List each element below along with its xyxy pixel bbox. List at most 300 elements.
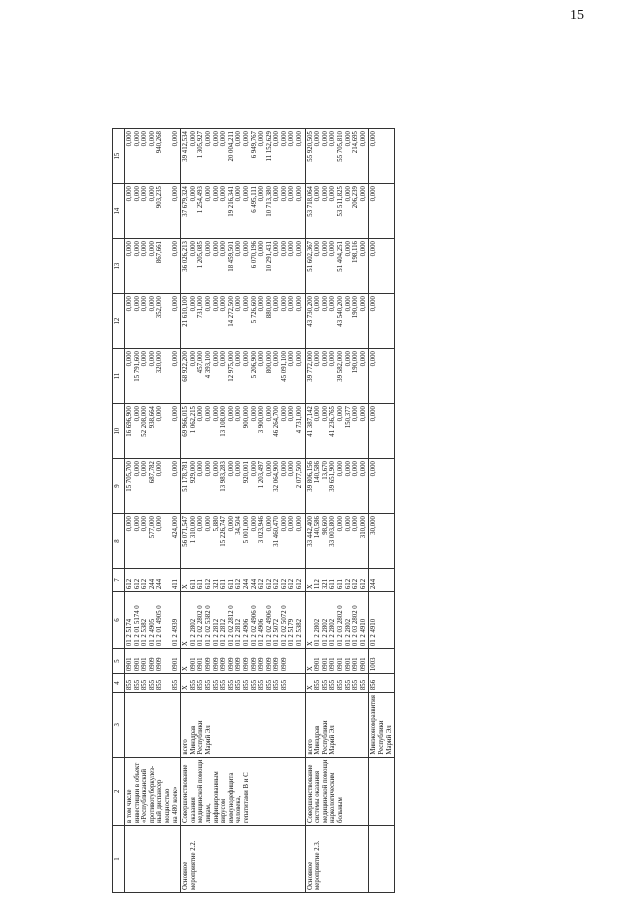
table-cell: [125, 459, 181, 514]
cell-line: 0,000: [280, 186, 288, 202]
cell-line: 0901: [126, 657, 133, 672]
cell-line: 0,000: [126, 241, 133, 257]
cell-line: 1 205,085: [197, 241, 205, 269]
table-body: [125, 129, 395, 893]
cell-line: 0,000: [242, 131, 250, 147]
cell-line: 0,000: [212, 131, 220, 147]
cell-line: 0,000: [296, 186, 304, 202]
cell-line: X: [182, 666, 190, 672]
cell-line: 855: [204, 679, 212, 691]
cell-line: 0,000: [141, 351, 149, 367]
cell-line: 0,000: [197, 461, 205, 477]
cell-line: всего: [182, 739, 190, 755]
cell-line: 15 705,700: [126, 461, 133, 492]
cell-line: 0,000: [235, 131, 243, 147]
cell-line: 68 922,200: [182, 351, 190, 382]
cell-line: 855: [212, 679, 220, 691]
cell-line: 0,000: [329, 186, 337, 202]
column-header-12: 12: [113, 294, 125, 349]
column-header-9: 9: [113, 459, 125, 514]
cell-line: 612: [273, 578, 281, 590]
cell-line: 612: [288, 578, 296, 590]
cell-line: 0901: [314, 657, 322, 672]
cell-line: 855: [273, 679, 281, 691]
cell-line: 880,000: [265, 296, 273, 319]
cell-line: 1 310,000: [189, 516, 197, 544]
cell-line: 0,000: [280, 516, 288, 532]
cell-line: 903,235: [156, 186, 164, 209]
cell-line: 0,000: [273, 351, 281, 367]
cell-line: 612: [258, 578, 266, 590]
cell-line: 0901: [133, 657, 141, 672]
cell-line: 0,000: [141, 131, 149, 147]
cell-line: противотуберкулез-: [148, 765, 156, 823]
cell-line: лицам,: [204, 803, 212, 823]
cell-line: 352,000: [156, 296, 164, 319]
cell-line: 0,000: [126, 351, 133, 367]
cell-line: 31 460,470: [273, 516, 281, 547]
cell-line: 0909: [204, 657, 212, 672]
table-cell: [369, 757, 395, 825]
cell-gap: [164, 186, 172, 236]
column-header-4: 4: [113, 674, 125, 693]
cell-line: 0,000: [141, 241, 149, 257]
table-cell: [369, 294, 395, 349]
cell-line: медицинской помощи: [321, 759, 329, 823]
cell-line: 01 2 5174: [126, 618, 133, 647]
cell-line: 0909: [212, 657, 220, 672]
cell-line: 867,661: [156, 241, 164, 264]
cell-line: 0,000: [329, 131, 337, 147]
cell-line: 0,000: [141, 461, 149, 477]
cell-line: 01 2 03 2802 0: [352, 605, 360, 647]
cell-line: 1003: [370, 657, 378, 672]
cell-line: 39 412,534: [182, 131, 190, 162]
table-cell: [181, 514, 306, 569]
cell-line: 0909: [280, 657, 288, 672]
cell-line: 01 2 2802: [344, 618, 352, 647]
table-cell: [125, 184, 181, 239]
cell-line: 855: [352, 679, 360, 691]
table-cell: [305, 239, 369, 294]
cell-gap: [164, 131, 172, 181]
cell-line: 140,586: [314, 461, 322, 484]
cell-line: наркологическим: [329, 772, 337, 823]
table-cell: [125, 404, 181, 459]
cell-line: 244: [370, 578, 378, 590]
cell-line: 929,000: [189, 461, 197, 484]
cell-line: 01 2 4906: [242, 618, 250, 647]
cell-line: 855: [265, 679, 273, 691]
table-cell: [125, 693, 181, 757]
cell-line: 0,000: [288, 516, 296, 532]
cell-line: Основное: [182, 861, 190, 890]
cell-line: 0,000: [189, 131, 197, 147]
cell-line: 855: [148, 679, 156, 691]
cell-line: инфицированным: [212, 771, 220, 823]
cell-line: 0901: [197, 657, 205, 672]
cell-line: 0,000: [359, 241, 367, 257]
cell-line: 0,000: [171, 406, 179, 422]
cell-line: 43 730,200: [306, 296, 314, 327]
cell-line: 855: [344, 679, 352, 691]
cell-line: 0,000: [148, 241, 156, 257]
cell-line: 424,000: [171, 516, 179, 539]
cell-line: мощностью: [163, 788, 171, 823]
cell-line: 855: [321, 679, 329, 691]
cell-line: 0,000: [171, 131, 179, 147]
table-cell: [305, 184, 369, 239]
cell-line: 0,000: [280, 296, 288, 312]
cell-line: X: [306, 685, 314, 691]
cell-line: больным: [337, 797, 345, 823]
cell-line: Республики: [321, 720, 329, 755]
table-cell: [181, 404, 306, 459]
cell-line: 0,000: [288, 241, 296, 257]
cell-line: 0,000: [337, 516, 345, 532]
table-cell: [305, 569, 369, 592]
cell-line: 920,001: [242, 461, 250, 484]
table-cell: [125, 674, 181, 693]
cell-line: 0,000: [141, 516, 149, 532]
cell-line: 53 718,064: [306, 186, 314, 217]
cell-line: 41 387,142: [306, 406, 314, 437]
cell-line: X: [182, 685, 190, 691]
cell-line: 0,000: [148, 131, 156, 147]
cell-line: 0,000: [288, 131, 296, 147]
column-header-8: 8: [113, 514, 125, 569]
cell-line: «Республиканский: [141, 768, 149, 823]
cell-line: 0,000: [344, 461, 352, 477]
cell-line: 45 091,100: [280, 351, 288, 382]
cell-line: 6 949,767: [250, 131, 258, 159]
cell-line: 0,000: [273, 131, 281, 147]
table-cell: [125, 826, 181, 893]
cell-line: 0,000: [359, 406, 367, 422]
cell-line: 0,000: [296, 351, 304, 367]
table-cell: [125, 592, 181, 649]
table-cell: [125, 129, 181, 184]
cell-line: 01 2 4906: [258, 618, 266, 647]
cell-line: 0,000: [321, 241, 329, 257]
cell-line: 0,000: [212, 296, 220, 312]
cell-line: 0,000: [212, 406, 220, 422]
cell-line: 0,000: [273, 296, 281, 312]
cell-line: 0909: [273, 657, 281, 672]
cell-line: X: [306, 584, 314, 590]
cell-line: мероприятие 2.3.: [314, 840, 322, 890]
cell-line: 0,000: [212, 241, 220, 257]
cell-line: 855: [126, 679, 133, 691]
cell-gap: [164, 516, 172, 566]
cell-line: 2 077,500: [296, 461, 304, 489]
cell-line: 0,000: [288, 406, 296, 422]
cell-line: 855: [141, 679, 149, 691]
cell-line: 244: [250, 578, 258, 590]
cell-gap: [164, 594, 172, 646]
table-cell: [125, 649, 181, 674]
cell-line: 0901: [359, 657, 367, 672]
cell-line: 0901: [329, 657, 337, 672]
cell-line: 0,000: [359, 296, 367, 312]
cell-line: 33 003,800: [329, 516, 337, 547]
table-cell: [125, 514, 181, 569]
table-cell: [369, 693, 395, 757]
cell-line: 0,000: [235, 461, 243, 477]
table-cell: [369, 514, 395, 569]
cell-line: 0,000: [314, 296, 322, 312]
cell-gap: [164, 241, 172, 291]
cell-line: 244: [148, 578, 156, 590]
cell-line: 612: [359, 578, 367, 590]
cell-line: 198,116: [352, 241, 360, 263]
cell-line: 01 2 03 2802 0: [337, 605, 345, 647]
cell-line: медицинской помощи: [197, 759, 205, 823]
cell-line: 611: [329, 579, 337, 590]
cell-line: 4 393,100: [204, 351, 212, 379]
cell-line: 51 404,251: [337, 241, 345, 272]
cell-line: 0,000: [197, 406, 205, 422]
cell-line: 0,000: [171, 241, 179, 257]
cell-line: 0,000: [296, 131, 304, 147]
cell-line: 0,000: [220, 186, 228, 202]
table-row: [369, 129, 395, 893]
cell-line: 0,000: [250, 406, 258, 422]
cell-line: 41 236,765: [329, 406, 337, 437]
table-cell: [369, 184, 395, 239]
table-cell: [305, 674, 369, 693]
header-row: [113, 129, 125, 893]
cell-line: 21 610,100: [182, 296, 190, 327]
cell-line: 55 920,505: [306, 131, 314, 162]
cell-line: 01 2 4910: [370, 618, 378, 647]
cell-line: 612: [235, 578, 243, 590]
cell-line: 0,000: [189, 186, 197, 202]
cell-line: 855: [329, 679, 337, 691]
cell-line: Минздрав: [189, 725, 197, 755]
cell-line: 800,000: [265, 351, 273, 374]
cell-line: 0,000: [352, 516, 360, 532]
cell-line: всего: [306, 739, 314, 755]
cell-line: 0901: [344, 657, 352, 672]
table-cell: [181, 349, 306, 404]
cell-line: 321: [321, 578, 329, 590]
cell-line: Совершенствование: [182, 764, 190, 823]
column-header-13: 13: [113, 239, 125, 294]
cell-line: 611: [197, 579, 205, 590]
cell-line: Марий Эл: [204, 725, 212, 755]
table-cell: [181, 649, 306, 674]
cell-line: 0,000: [133, 131, 141, 147]
cell-line: 20 004,211: [227, 131, 235, 162]
table-cell: [181, 826, 306, 893]
cell-line: 0909: [250, 657, 258, 672]
table-cell: [305, 592, 369, 649]
cell-line: 0,000: [148, 351, 156, 367]
cell-line: 0,000: [204, 186, 212, 202]
cell-line: 0,000: [148, 186, 156, 202]
cell-line: 01 2 01 5174 0: [133, 605, 141, 647]
cell-line: человека,: [235, 795, 243, 823]
cell-line: 0909: [242, 657, 250, 672]
cell-line: 01 2 2802: [321, 618, 329, 647]
cell-line: 0,000: [370, 461, 378, 477]
cell-line: 33 442,400: [306, 516, 314, 547]
cell-line: 0,000: [288, 461, 296, 477]
cell-line: 01 2 02 4906 0: [250, 605, 258, 647]
table-cell: [369, 349, 395, 404]
cell-line: 0,000: [280, 461, 288, 477]
table-cell: [305, 129, 369, 184]
table-cell: [305, 693, 369, 757]
cell-line: 0,000: [258, 186, 266, 202]
cell-line: 0,000: [227, 461, 235, 477]
cell-line: 01 2 4910: [359, 618, 367, 647]
cell-line: 0,000: [314, 241, 322, 257]
cell-line: 0,000: [321, 186, 329, 202]
cell-line: 30,000: [370, 516, 378, 535]
cell-line: 16 696,900: [126, 406, 133, 437]
cell-line: 140,586: [314, 516, 322, 539]
column-header-11: 11: [113, 349, 125, 404]
cell-line: 15 226,747: [220, 516, 228, 547]
cell-line: 0,000: [314, 186, 322, 202]
cell-line: 855: [280, 679, 288, 691]
cell-line: 69 966,015: [182, 406, 190, 437]
cell-line: 32 064,900: [273, 461, 281, 492]
cell-line: в том числе: [126, 789, 133, 823]
cell-line: 0909: [258, 657, 266, 672]
cell-line: 51 602,367: [306, 241, 314, 272]
cell-line: 0,000: [212, 461, 220, 477]
cell-line: 855: [156, 679, 164, 691]
cell-line: 0,000: [344, 131, 352, 147]
cell-line: 01 2 5382: [296, 618, 304, 647]
cell-line: 0,000: [370, 351, 378, 367]
cell-line: 190,000: [352, 296, 360, 319]
cell-line: 5 726,600: [250, 296, 258, 324]
cell-line: X: [306, 641, 314, 647]
cell-line: 244: [156, 578, 164, 590]
table-cell: [369, 826, 395, 893]
cell-line: 0,000: [212, 351, 220, 367]
cell-line: 0,000: [296, 296, 304, 312]
cell-line: 0,000: [141, 186, 149, 202]
cell-gap: [164, 296, 172, 346]
cell-line: 0,000: [344, 186, 352, 202]
column-header-1: 1: [113, 826, 125, 893]
column-header-14: 14: [113, 184, 125, 239]
cell-line: 190,000: [352, 351, 360, 374]
cell-line: 01 2 02 2812 0: [227, 605, 235, 647]
cell-line: 0,000: [156, 516, 164, 532]
cell-line: 321: [212, 578, 220, 590]
cell-line: 310,000: [359, 516, 367, 539]
cell-line: 13 108,000: [220, 406, 228, 437]
cell-gap: [164, 351, 172, 401]
cell-line: инвестиции в объект: [133, 762, 141, 823]
cell-line: Республики: [378, 720, 385, 755]
cell-line: 150,377: [344, 406, 352, 429]
table-cell: [305, 514, 369, 569]
cell-line: 0901: [337, 657, 345, 672]
cell-line: вирусом: [220, 798, 228, 823]
cell-line: 0,000: [314, 131, 322, 147]
table-cell: [305, 826, 369, 893]
cell-line: 855: [359, 679, 367, 691]
cell-line: 0,000: [235, 406, 243, 422]
cell-line: 0,000: [296, 241, 304, 257]
cell-line: 0,000: [204, 131, 212, 147]
cell-line: 457,000: [197, 351, 205, 374]
table-cell: [369, 674, 395, 693]
cell-line: 0,000: [258, 241, 266, 257]
cell-line: 612: [204, 578, 212, 590]
cell-line: 0,000: [204, 406, 212, 422]
cell-line: 0,000: [370, 131, 378, 147]
cell-line: 0,000: [220, 296, 228, 312]
cell-line: 612: [133, 578, 141, 590]
table-cell: [125, 349, 181, 404]
cell-line: 0,000: [288, 296, 296, 312]
page-number: 15: [570, 8, 584, 23]
cell-line: 0,000: [370, 186, 378, 202]
cell-line: 0,000: [242, 296, 250, 312]
cell-line: 855: [250, 679, 258, 691]
cell-line: 0,000: [321, 351, 329, 367]
cell-line: 0,000: [258, 296, 266, 312]
cell-line: 0,000: [171, 351, 179, 367]
cell-line: 01 2 02 4906 0: [265, 605, 273, 647]
cell-line: Совершенствование: [306, 764, 314, 823]
cell-line: 0,000: [133, 516, 141, 532]
cell-line: 612: [141, 578, 149, 590]
cell-line: 0,000: [344, 241, 352, 257]
table-cell: [125, 294, 181, 349]
cell-line: Минздрав: [314, 725, 322, 755]
table-cell: [305, 649, 369, 674]
cell-line: 0,000: [126, 186, 133, 202]
cell-line: 938,664: [148, 406, 156, 429]
cell-line: 0,000: [189, 241, 197, 257]
cell-line: 855: [242, 679, 250, 691]
cell-line: 214,695: [352, 131, 360, 154]
table-cell: [125, 239, 181, 294]
cell-line: 0,000: [314, 406, 322, 422]
cell-line: 900,000: [242, 406, 250, 429]
cell-line: 0,000: [288, 351, 296, 367]
column-header-7: 7: [113, 569, 125, 592]
cell-line: 0901: [171, 657, 179, 672]
cell-line: Марий Эл: [385, 725, 393, 755]
cell-line: 0,000: [344, 296, 352, 312]
cell-line: Марий Эл: [329, 725, 337, 755]
cell-line: 0,000: [370, 296, 378, 312]
table-cell: [369, 129, 395, 184]
cell-line: 0,000: [265, 406, 273, 422]
cell-line: X: [182, 641, 190, 647]
cell-line: 3 023,946: [258, 516, 266, 544]
cell-gap: [164, 406, 172, 456]
cell-line: 0,000: [265, 461, 273, 477]
cell-line: 0,000: [329, 296, 337, 312]
cell-line: 0,000: [352, 461, 360, 477]
cell-line: 98,600: [321, 516, 329, 535]
cell-line: 0,000: [280, 131, 288, 147]
cell-line: 01 2 01 4905 0: [156, 605, 164, 647]
cell-line: 612: [280, 578, 288, 590]
cell-line: 3 900,000: [258, 406, 266, 434]
